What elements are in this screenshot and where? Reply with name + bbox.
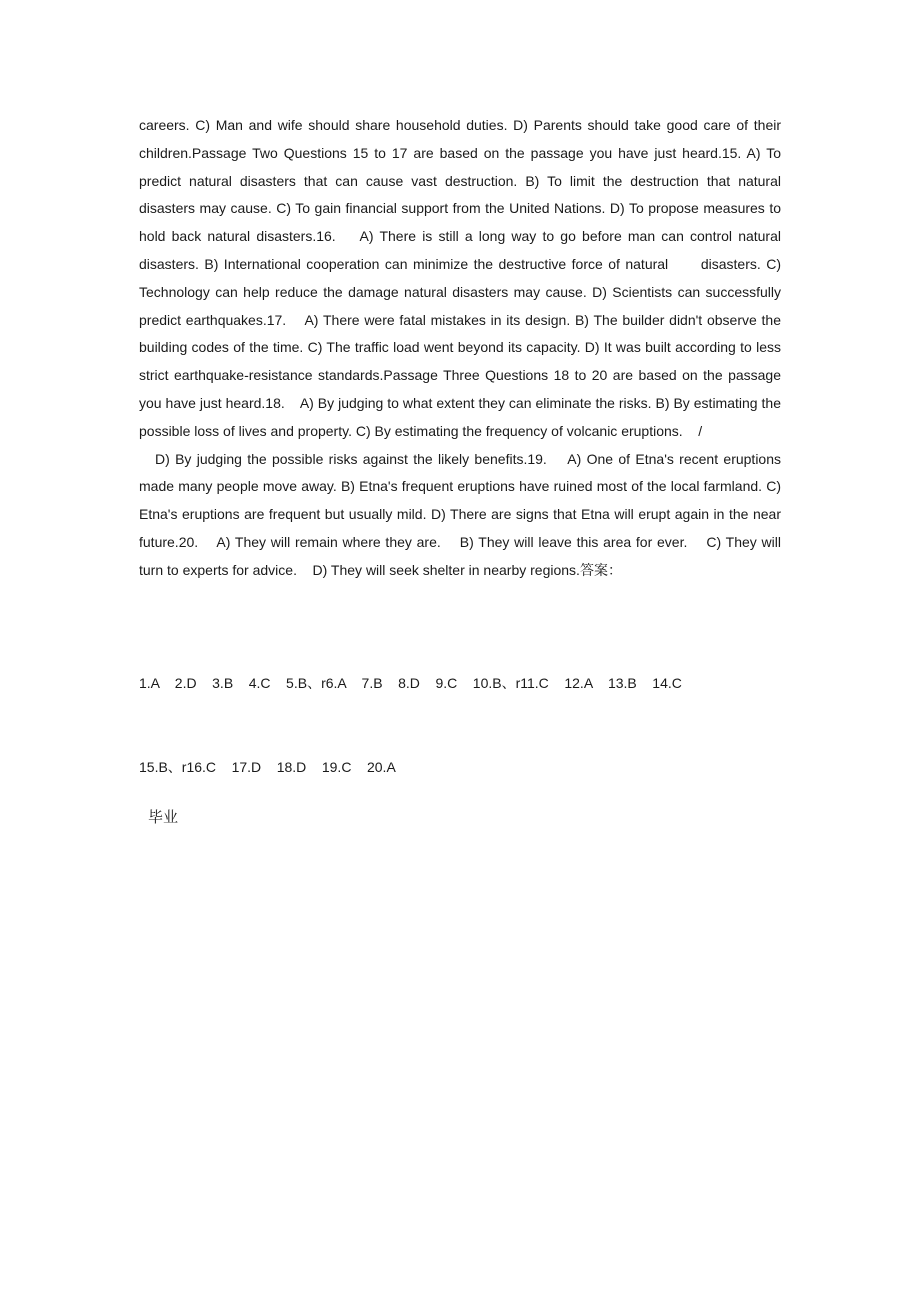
paragraph-questions-19-20: D) By judging the possible risks against the likely benefits.19. A) One of Etna's recent eruptions made many people move away. B) Etna's frequent eruptions have ruined most of the local farmland. C) Etna's eruptions are frequent but usually mild. D) There are signs that Etna will erupt again in the near future.20. A) They will remain where they are. B) They will leave this area for ever. C) They will turn to experts for advice. D) They will seek shelter in nearby regions.答案：: [139, 450, 781, 578]
answer-key: [139, 613, 781, 837]
answer-key-line-2: 15.B、r16.C 17.D 18.D 19.C 20.A: [139, 758, 396, 775]
document-body: [139, 112, 781, 837]
paragraph-passage-two-three: careers. C) Man and wife should share household duties. D) Parents should take good care of their children.Passage Two Questions 15 to 17 are based on the passage you have just heard.15. A) To predict natural disasters that can cause vast destruction. B) To limit the destruction that natural disasters may cause. C) To gain financial support from the United Nations. D) To propose measures to hold back natural disasters.16. A) There is still a long way to go before man can control natural disasters. B) International cooperation can minimize the destructive force of natural disasters. C) Technology can help reduce the damage natural disasters may cause. D) Scientists can successfully predict earthquakes.17. A) There were fatal mistakes in its design. B) The builder didn't observe the building codes of the time. C) The traffic load went beyond its capacity. D) It was built according to less strict earthquake-resistance standards.Passage Three Questions 18 to 20 are based on the passage you have just heard.18. A) By judging to what extent they can eliminate the risks. B) By estimating the possible loss of lives and property. C) By estimating the frequency of volcanic eruptions. /: [139, 117, 781, 439]
footer-note: 毕业: [148, 808, 179, 826]
answer-key-line-1: 1.A 2.D 3.B 4.C 5.B、r6.A 7.B 8.D 9.C 10.B、r11.C 12.A 13.B 14.C: [139, 674, 682, 691]
